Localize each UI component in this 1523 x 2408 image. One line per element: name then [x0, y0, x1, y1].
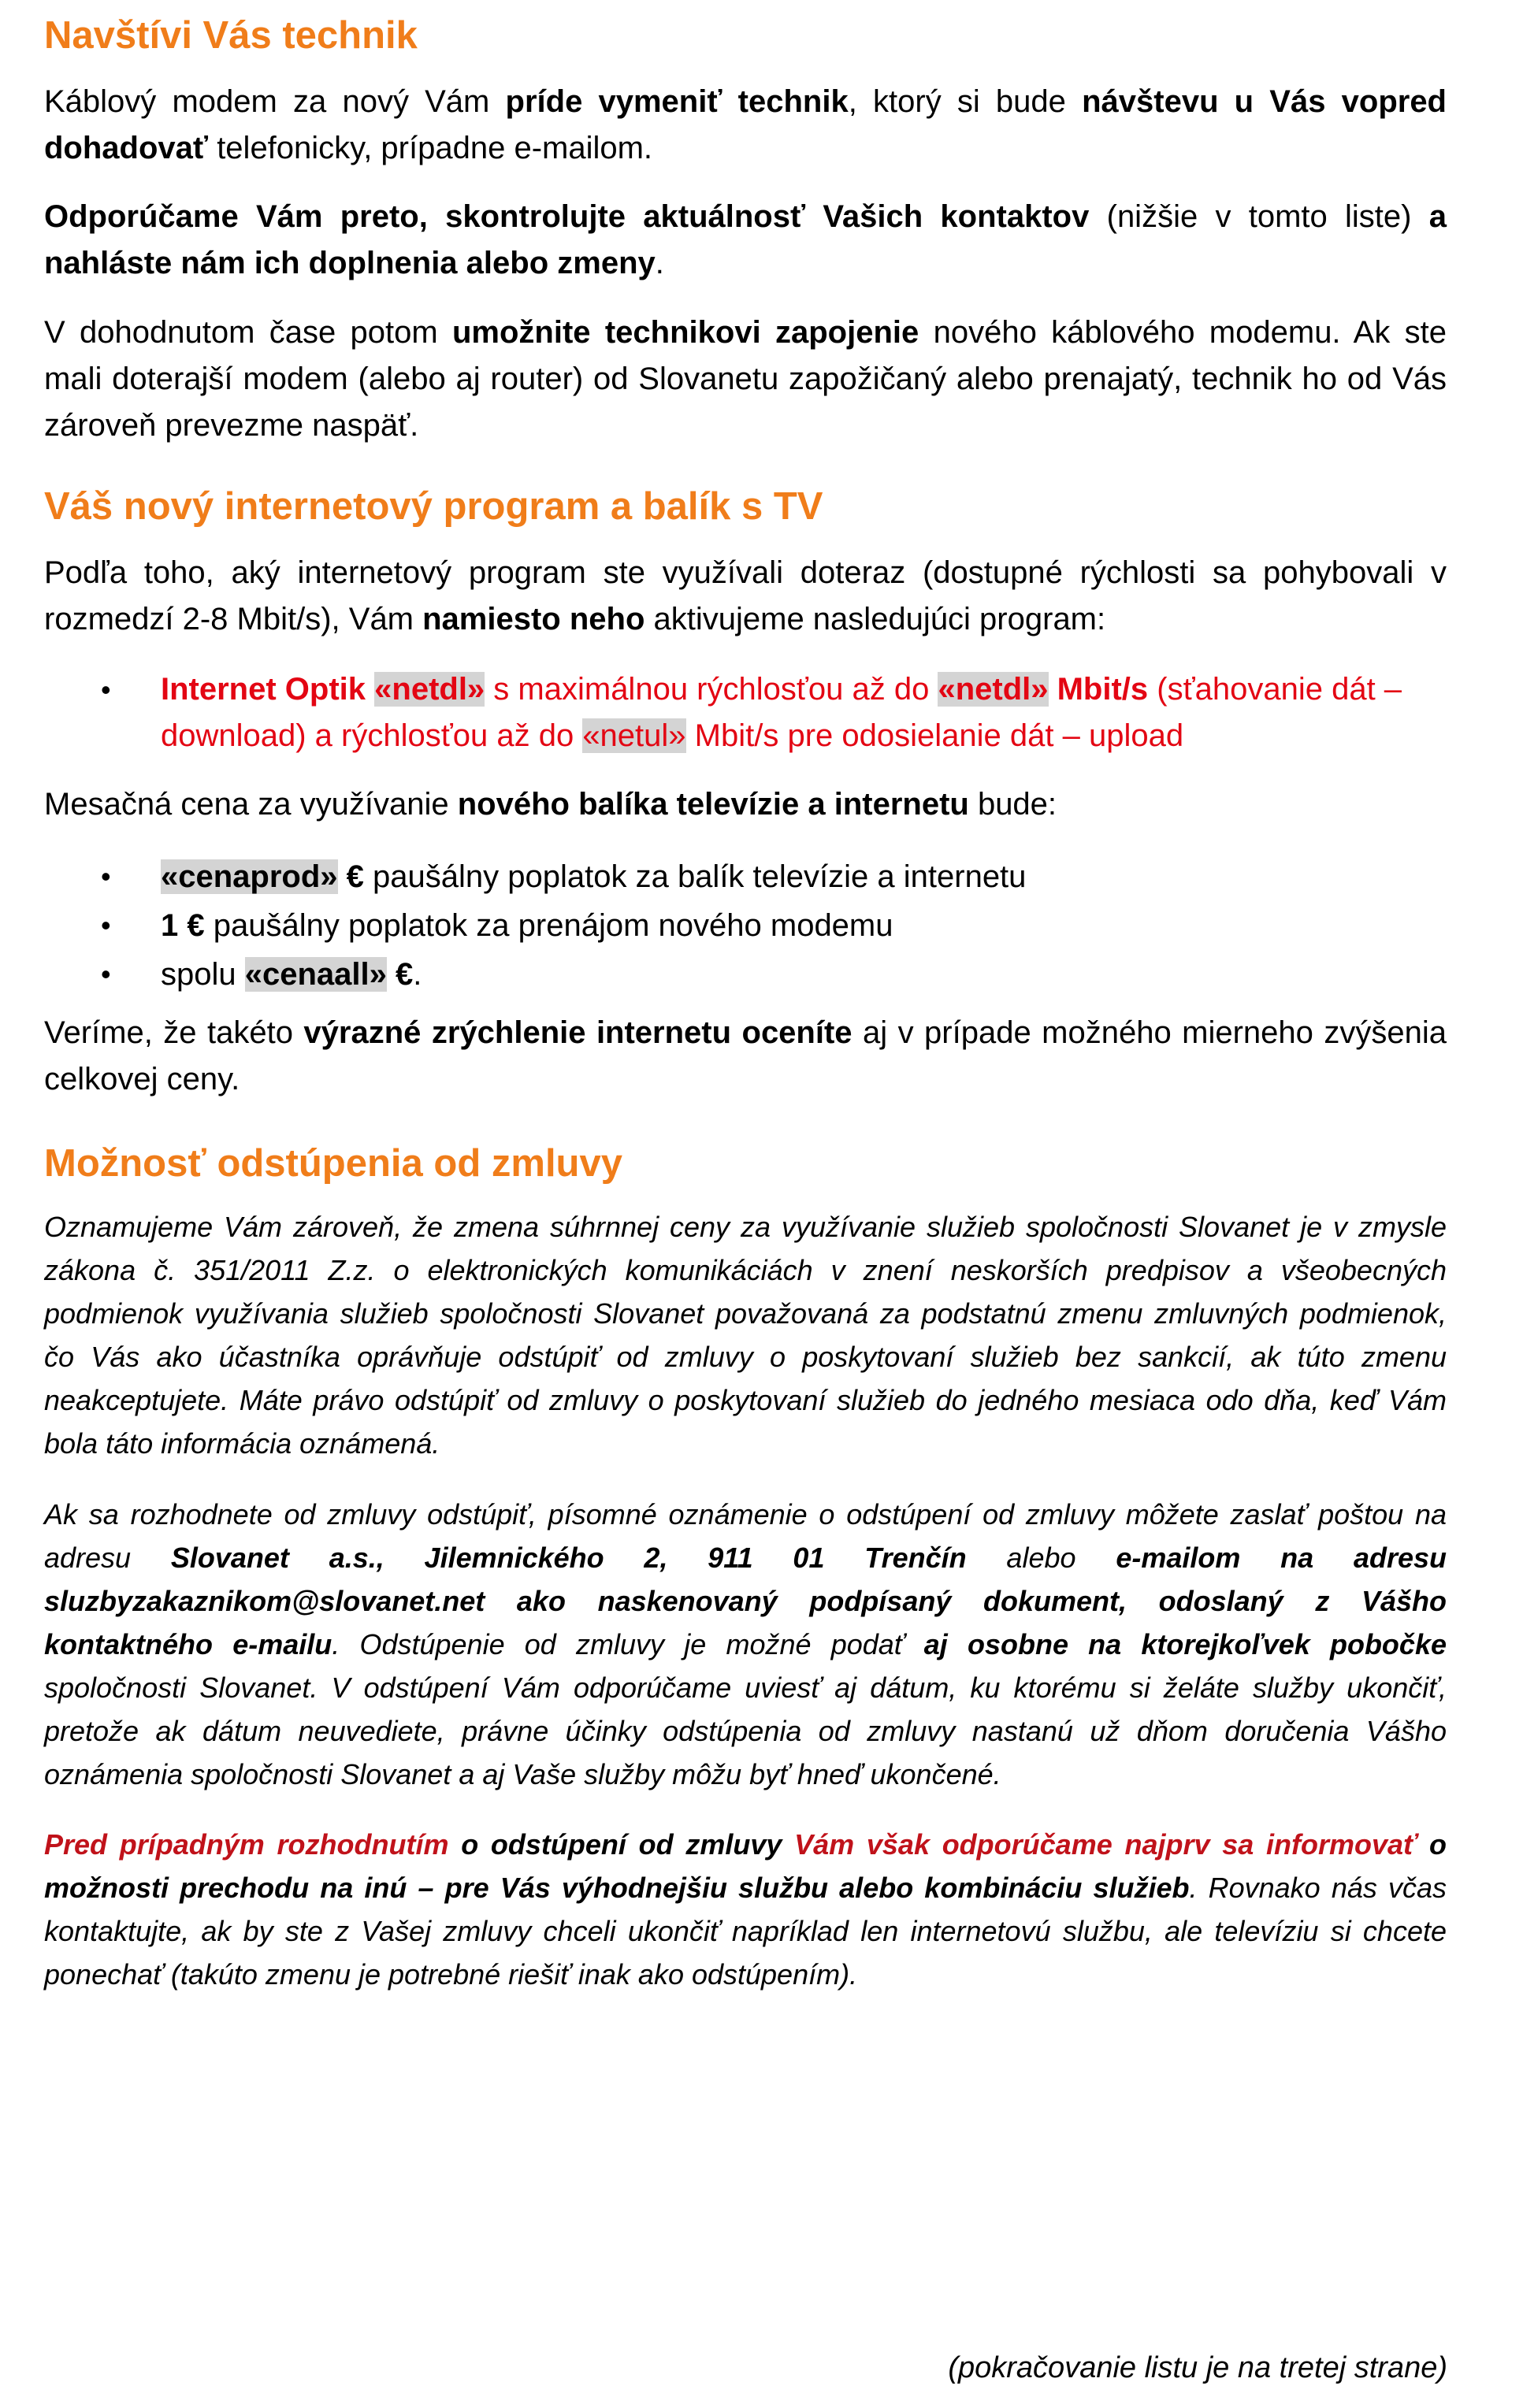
heading-withdrawal: Možnosť odstúpenia od zmluvy	[44, 1142, 622, 1185]
price-item-total: • spolu «cenaall» €.	[44, 950, 1447, 999]
placeholder-cenaall: «cenaall»	[244, 957, 387, 992]
paragraph-check-contacts: Odporúčame Vám preto, skontrolujte aktuálnosť Vašich kontaktov (nižšie v tomto liste) a nahláste nám ich doplnenia alebo zmeny.	[44, 199, 1447, 280]
paragraph-speedup: Veríme, že takéto výrazné zrýchlenie internetu oceníte aj v prípade možného mierneho zvýšenia celkovej ceny.	[44, 1015, 1447, 1096]
paragraph-monthly-price: Mesačná cena za využívanie nového balíka televízie a internetu bude:	[44, 787, 1057, 822]
price-item-package: • «cenaprod» € paušálny poplatok za balík televízie a internetu	[44, 852, 1447, 901]
heading-technician-visit: Navštívi Vás technik	[44, 14, 418, 57]
continuation-note: (pokračovanie listu je na tretej strane)	[948, 2351, 1447, 2384]
program-list	[44, 666, 1447, 759]
paragraph-withdrawal-howto: Ak sa rozhodnete od zmluvy odstúpiť, písomné oznámenie o odstúpení od zmluvy môžete zaslať poštou na adresu Slovanet a.s., Jilemnického 2, 911 01 Trenčín alebo e-mailom na adresu sluzbyzakaznikom@slovanet.net ako naskenovaný podpísaný dokument, odoslaný z Vášho kontaktného e-mailu. Odstúpenie od zmluvy je možné podať aj osobne na ktorejkoľvek pobočke spoločnosti Slovanet. V odstúpení Vám odporúčame uviesť aj dátum, ku ktorému si želáte služby ukončiť, pretože ak dátum neuvediete, právne účinky odstúpenia od zmluvy nastanú už dňom doručenia Vášho oznámenia spoločnosti Slovanet a aj Vaše služby môžu byť hneď ukončené.	[44, 1498, 1447, 1790]
price-item-modem: • 1 € paušálny poplatok za prenájom nového modemu	[44, 901, 1447, 950]
placeholder-cenaprod: «cenaprod»	[161, 859, 338, 894]
paragraph-program-intro: Podľa toho, aký internetový program ste využívali doteraz (dostupné rýchlosti sa pohybovali v rozmedzí 2-8 Mbit/s), Vám namiesto neho aktivujeme nasledujúci program:	[44, 555, 1447, 636]
heading-new-program: Váš nový internetový program a balík s TV	[44, 485, 823, 528]
price-list	[44, 852, 1447, 999]
program-item-internet-optik: • Internet Optik «netdl» s maximálnou rýchlosťou až do «netdl» Mbit/s (sťahovanie dát – download) a rýchlosťou až do «netul» Mbit/s pre odosielanie dát – upload	[44, 666, 1447, 759]
paragraph-withdrawal-notice: Oznamujeme Vám zároveň, že zmena súhrnnej ceny za využívanie služieb spoločnosti Slovanet je v zmysle zákona č. 351/2011 Z.z. o elektronických komunikáciách v znení neskorších predpisov a všeobecných podmienok využívania služieb spoločnosti Slovanet považovaná za podstatnú zmenu zmluvných podmienok, čo Vás ako účastníka oprávňuje odstúpiť od zmluvy o poskytovaní služieb bez sankcií, ak túto zmenu neakceptujete. Máte právo odstúpiť od zmluvy o poskytovaní služieb do jedného mesiaca odo dňa, keď Vám bola táto informácia oznámená.	[44, 1211, 1447, 1460]
placeholder-netdl: «netdl»	[374, 672, 485, 707]
paragraph-installation: V dohodnutom čase potom umožnite technikovi zapojenie nového káblového modemu. Ak ste mali doterajší modem (alebo aj router) od Slovanetu zapožičaný alebo prenajatý, technik ho od Vás zároveň prevezme naspäť.	[44, 315, 1447, 443]
placeholder-netul: «netul»	[582, 718, 686, 753]
placeholder-netdl: «netdl»	[938, 672, 1049, 707]
paragraph-modem-exchange: Káblový modem za nový Vám príde vymeniť technik, ktorý si bude návštevu u Vás vopred dohadovať telefonicky, prípadne e-mailom.	[44, 84, 1447, 165]
paragraph-recommendation: Pred prípadným rozhodnutím o odstúpení od zmluvy Vám však odporúčame najprv sa informovať o možnosti prechodu na inú – pre Vás výhodnejšiu službu alebo kombináciu služieb. Rovnako nás včas kontaktujte, ak by ste z Vašej zmluvy chceli ukončiť napríklad len internetovú službu, ale televíziu si chcete ponechať (takúto zmenu je potrebné riešiť inak ako odstúpením).	[44, 1828, 1447, 1991]
